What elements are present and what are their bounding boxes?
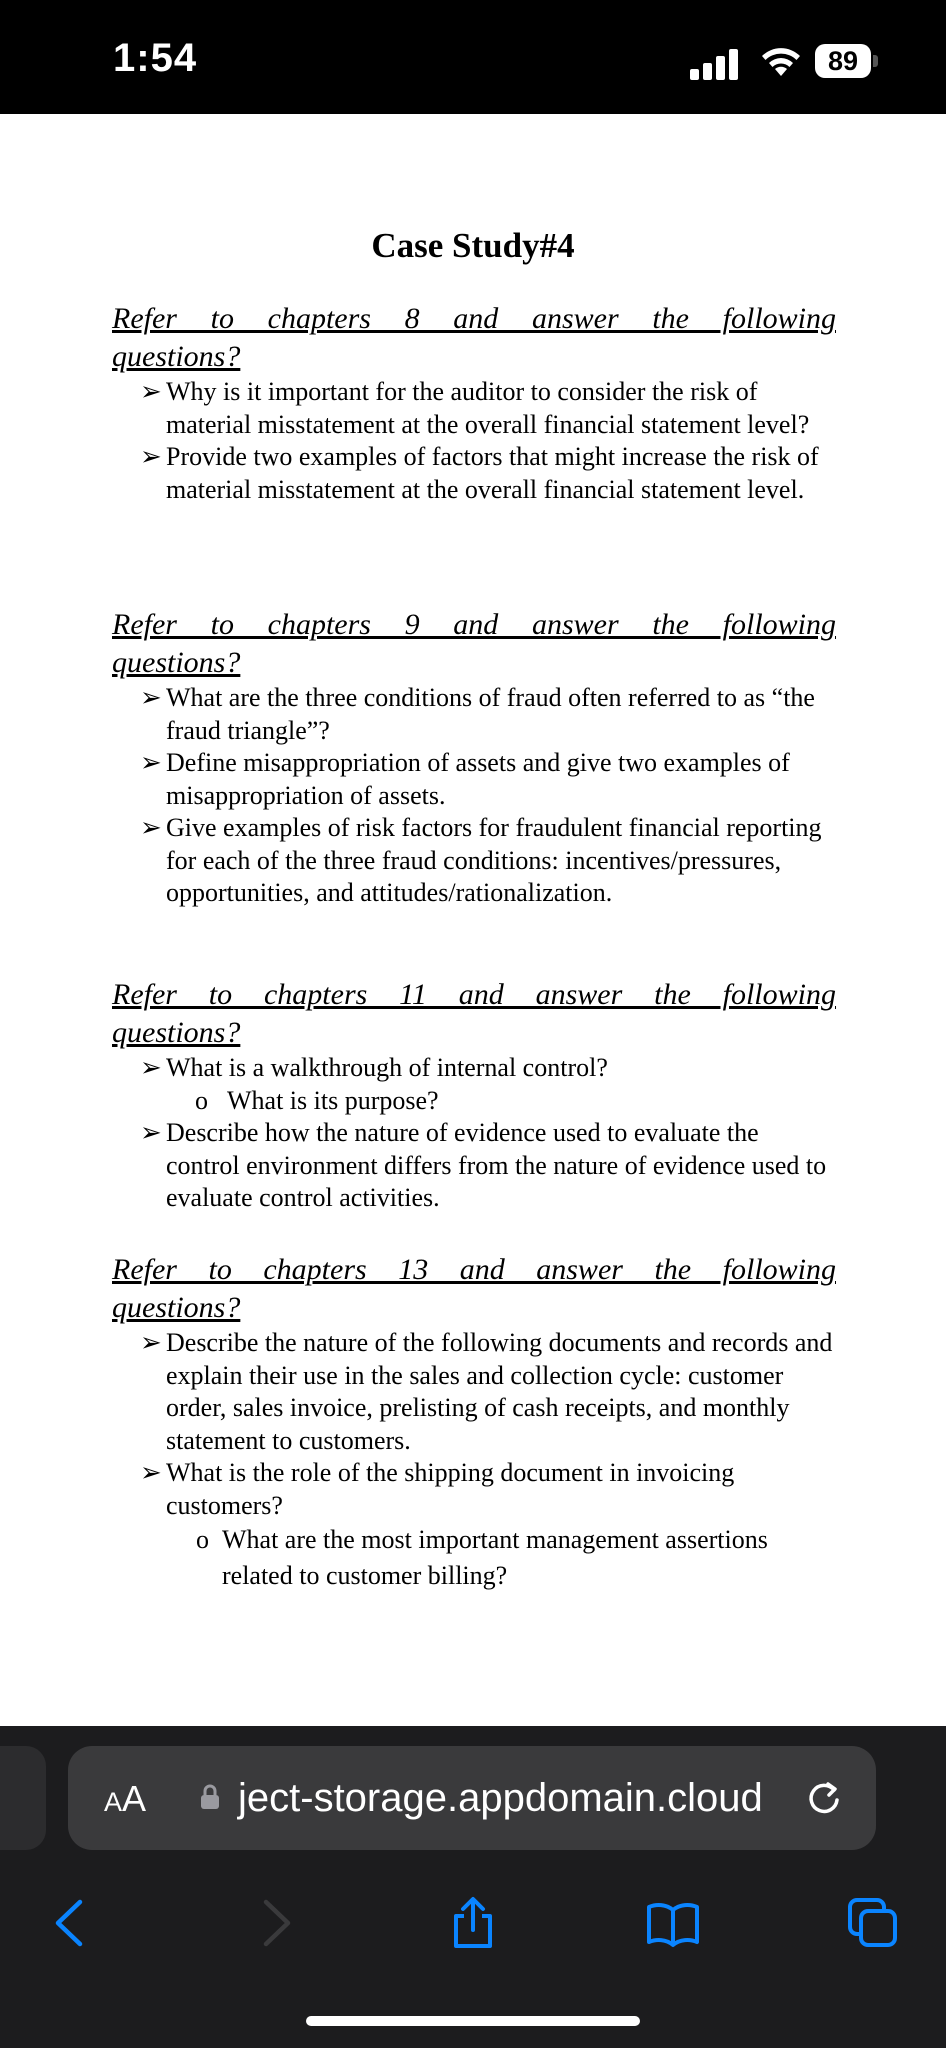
status-bar [0,0,946,114]
sub-list-item: o What is its purpose? [195,1085,439,1115]
list-item: ➢ Describe the nature of the following documents and records and explain their use in the sales and collection cycle: customer order, sales invoice, prelisting of cash receipts, and monthly statement to customers. [140,1328,833,1455]
url-text[interactable]: ject-storage.appdomain.cloud [238,1776,763,1820]
home-indicator[interactable] [306,2016,640,2026]
signal-icon [690,48,740,80]
list-item: ➢ What are the three conditions of fraud often referred to as “the fraud triangle”? [140,683,815,745]
lock-icon [200,1784,220,1810]
section-heading: Refer to chapters 8 and answer the following questions? [112,302,836,373]
section-heading: Refer to chapters 11 and answer the following questions? [112,978,836,1049]
list-item: ➢ Why is it important for the auditor to consider the risk of material misstatement at the overall financial statement level? [140,377,810,439]
list-item: ➢ Provide two examples of factors that might increase the risk of material misstatement at the overall financial statement level. [140,442,819,504]
section-heading: Refer to chapters 9 and answer the following questions? [112,608,836,679]
section-chapter-11 [112,976,836,1215]
reload-icon[interactable] [804,1778,844,1818]
browser-chrome [0,1726,946,2048]
wifi-icon [760,46,802,78]
browser-toolbar [0,1876,946,1966]
previous-tab-peek[interactable] [0,1746,46,1850]
list-item: ➢ Describe how the nature of evidence used to evaluate the control environment differs from the nature of evidence used to evaluate control activities. [140,1118,827,1212]
forward-icon[interactable] [248,1896,302,1950]
list-item: ➢ Define misappropriation of assets and give two examples of misappropriation of assets. [140,748,790,810]
section-chapter-13 [112,1251,836,1594]
address-bar[interactable] [68,1746,876,1850]
battery-icon [815,44,879,80]
document-title: Case Study#4 [371,226,575,265]
text-size-button[interactable]: AA [104,1778,147,1819]
bookmarks-icon[interactable] [646,1896,700,1950]
list-item: ➢ What is the role of the shipping document in invoicing customers? [140,1458,735,1520]
list-item: ➢ What is a walkthrough of internal control? [140,1053,608,1082]
share-icon[interactable] [446,1896,500,1950]
list-item: ➢ Give examples of risk factors for fraudulent financial reporting for each of the three fraud conditions: incentives/pressures, opportunities, and attitudes/rationalization. [140,813,822,907]
tabs-icon[interactable] [846,1896,900,1950]
battery-level: 89 [815,44,871,78]
section-chapter-9 [112,606,836,910]
section-chapter-8 [112,300,836,506]
pdf-document [0,114,946,1726]
section-heading: Refer to chapters 13 and answer the following questions? [112,1253,836,1324]
back-icon[interactable] [44,1896,98,1950]
sub-list-item: o What are the most important management assertions related to customer billing? [196,1525,768,1590]
status-time: 1:54 [113,36,198,80]
